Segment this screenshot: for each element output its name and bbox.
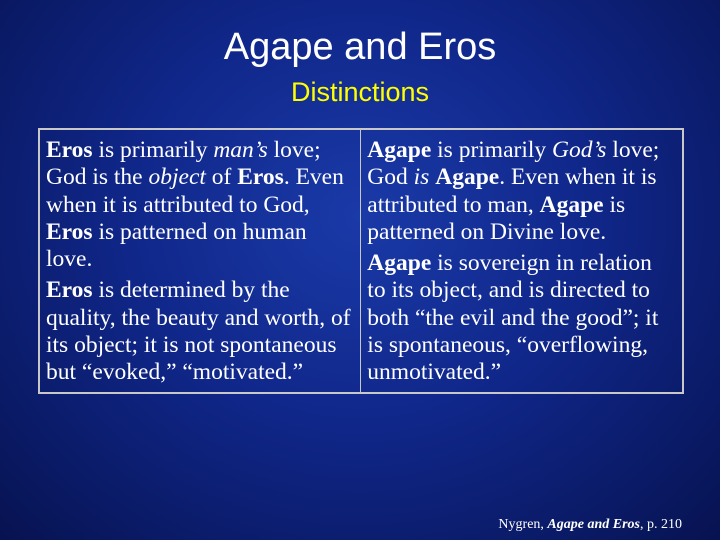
- citation-page: , p. 210: [640, 517, 682, 532]
- text-run: love; God: [367, 137, 660, 191]
- eros-term: Eros: [46, 277, 93, 304]
- eros-paragraph-1: [46, 137, 354, 273]
- eros-term: Eros: [46, 218, 93, 245]
- text-run: is patterned on human love.: [46, 218, 307, 273]
- text-run: . Even when it is attributed to man,: [367, 164, 657, 218]
- comparison-table: [38, 128, 684, 394]
- citation-author: Nygren,: [498, 517, 548, 532]
- text-run: . Even when it is attributed to God,: [46, 164, 344, 218]
- eros-column: [39, 129, 361, 393]
- text-run: of: [205, 164, 238, 191]
- agape-paragraph-2: [367, 250, 676, 386]
- slide-subtitle: Distinctions: [290, 77, 430, 107]
- eros-paragraph-2: [46, 277, 354, 386]
- citation: [498, 516, 682, 534]
- agape-term: Agape: [539, 191, 604, 218]
- emphasis: object: [148, 164, 206, 191]
- text-run: is sovereign in relation to its object, and is directed to both “the evil and the good”; it is spontaneous, “overflowing, unmotivated.”: [367, 250, 659, 386]
- citation-work: Agape and Eros: [547, 517, 640, 532]
- text-run: is primarily: [92, 137, 214, 163]
- comparison-row: [39, 129, 683, 393]
- emphasis: is: [413, 164, 430, 191]
- text-run: love; God is the: [46, 137, 321, 191]
- text-run: is determined by the quality, the beauty and worth, of its object; it is not spontaneous but “evoked,” “motivated.”: [46, 277, 351, 386]
- agape-term: Agape: [367, 137, 432, 163]
- slide-title: Agape and Eros: [223, 26, 497, 68]
- text-run: is patterned on Divine love.: [367, 191, 626, 245]
- agape-paragraph-1: [367, 137, 676, 246]
- agape-term: Agape: [435, 164, 500, 191]
- emphasis: God’s: [552, 137, 607, 163]
- text-run: is primarily: [431, 137, 553, 163]
- agape-column: [361, 129, 683, 393]
- eros-term: Eros: [237, 164, 284, 191]
- emphasis: man’s: [213, 137, 268, 163]
- agape-term: Agape: [367, 250, 432, 277]
- eros-term: Eros: [46, 137, 93, 163]
